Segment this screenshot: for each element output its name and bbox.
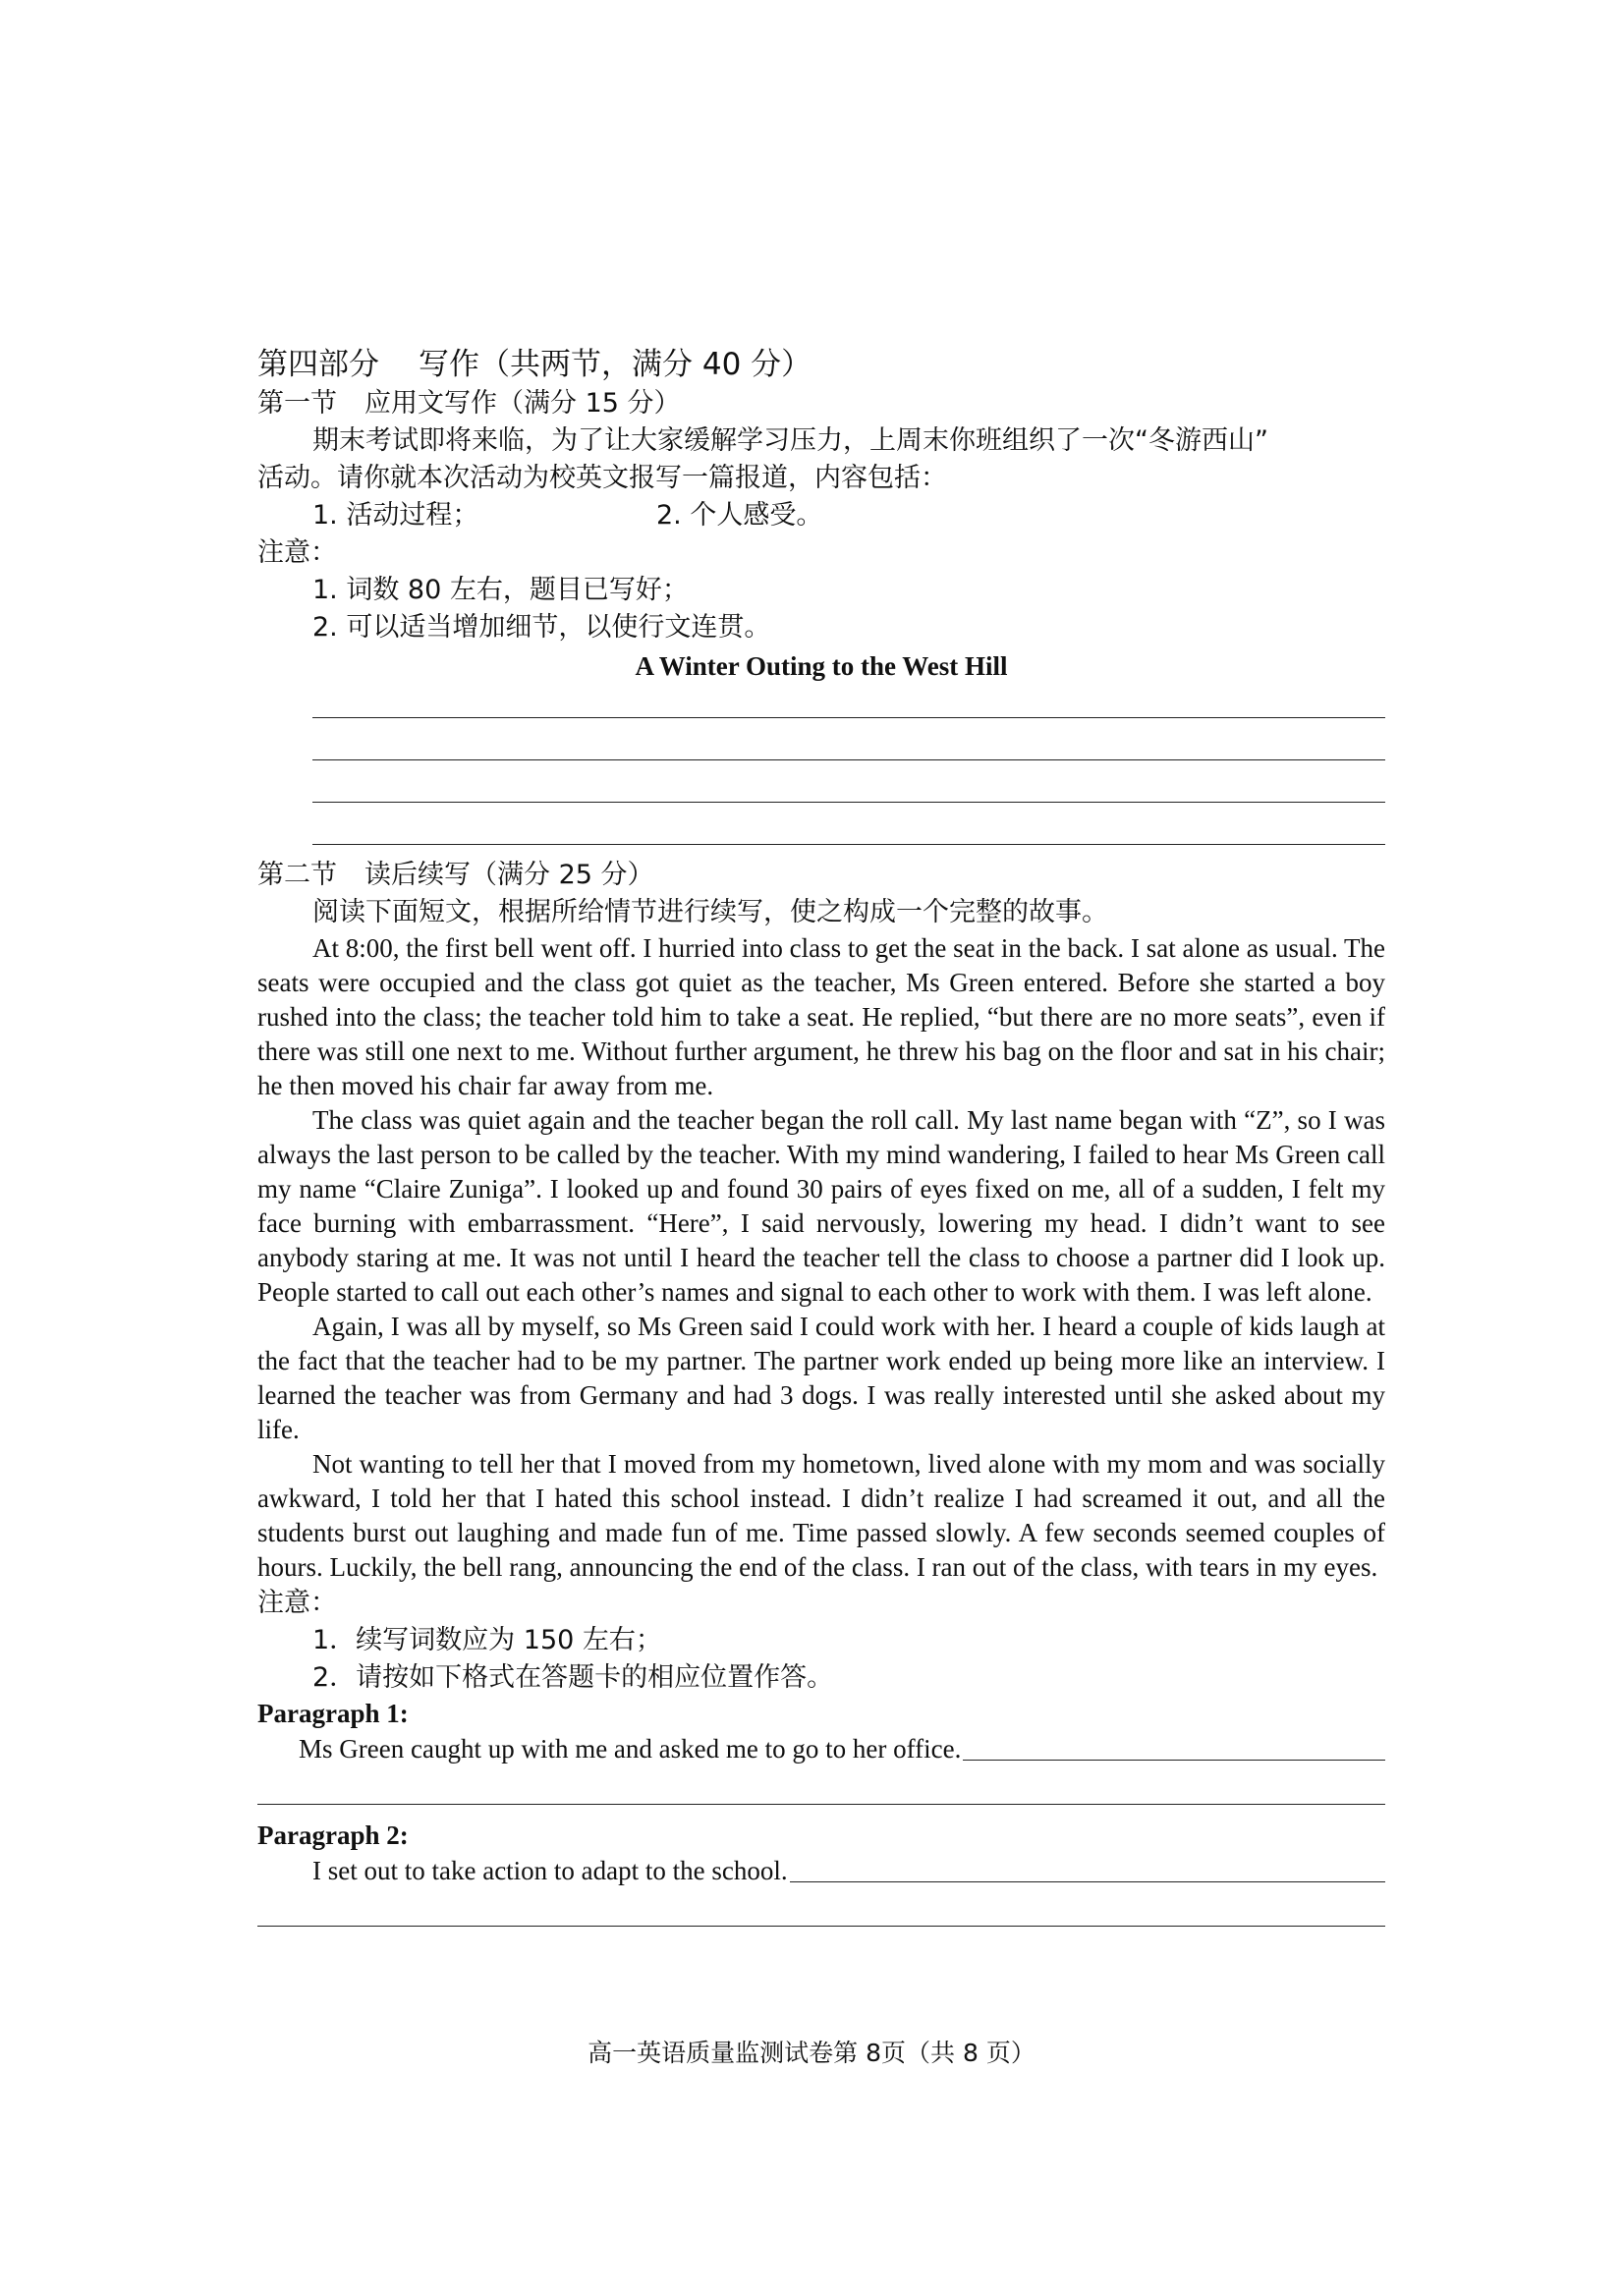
section1-heading-title: 应用文写作（满分 15 分） (364, 388, 681, 419)
writing-line[interactable] (312, 759, 1385, 760)
part4-heading-label: 第四部分 (257, 347, 379, 382)
part4-heading (257, 344, 1385, 385)
answer-blank[interactable] (963, 1760, 1385, 1761)
paragraph2-answer-line[interactable] (257, 1853, 1385, 1888)
paragraph1-label: Paragraph 1: (257, 1699, 409, 1728)
essay-title: A Winter Outing to the West Hill (635, 651, 1008, 681)
note-item: 2. 可以适当增加细节，以使行文连贯。 (312, 612, 771, 643)
exam-page (257, 344, 1385, 1927)
passage-paragraph: Not wanting to tell her that I moved from my hometown, lived alone with my mom and was socially awkward, I told her that I hated this school instead. I didn’t realize I had screamed it out, and all the students burst out laughing and made fun of me. Time passed slowly. A few seconds seemed couples of hours. Luckily, the bell rang, announcing the end of the class. I ran out of the class, with tears in my eyes. (257, 1449, 1385, 1582)
paragraph1-answer-line[interactable] (257, 1731, 1385, 1766)
section2-instruction: 阅读下面短文，根据所给情节进行续写，使之构成一个完整的故事。 (312, 897, 1108, 927)
section1-heading-label: 第一节 (257, 388, 337, 419)
answer-blank[interactable] (790, 1881, 1385, 1882)
section1-heading (257, 385, 1385, 422)
paragraph1-opening: Ms Green caught up with me and asked me to go to her office. (299, 1734, 962, 1764)
passage-paragraph: The class was quiet again and the teacher began the roll call. My last name began with “Z”, so I was always the last person to be called by the teacher. With my mind wandering, I failed to hear Ms Green call my name “Claire Zuniga”. I looked up and found 30 pairs of eyes fixed on me, all of a sudden, I felt my face burning with embarrassment. “Here”, I said nervously, lowering my head. I didn’t want to see anybody staring at me. It was not until I heard the teacher tell the class to choose a partner did I look up. People started to call out each other’s names and signal to each other to work with them. I was left alone. (257, 1105, 1385, 1307)
page-footer: 高一英语质量监测试卷第 8页（共 8 页） (588, 2039, 1035, 2067)
section1-prompt-line1: 期末考试即将来临，为了让大家缓解学习压力，上周末你班组织了一次“冬游西山” (312, 425, 1268, 456)
note-item: 1. 词数 80 左右，题目已写好； (312, 575, 689, 605)
section2-heading-title: 读后续写（满分 25 分） (364, 860, 654, 890)
section2-note-item: 1．续写词数应为 150 左右； (312, 1625, 662, 1655)
writing-lines[interactable] (257, 717, 1385, 845)
section1-prompt-line2: 活动。请你就本次活动为校英文报写一篇报道，内容包括： (257, 463, 947, 493)
content-item: 2. 个人感受。 (656, 500, 823, 531)
content-item: 1. 活动过程； (312, 500, 479, 531)
passage-paragraph: Again, I was all by myself, so Ms Green said I could work with her. I heard a couple of kids laugh at the fact that the teacher had to be my partner. The partner work ended up being more like an interview. I learned the teacher was from Germany and had 3 dogs. I was really interested until she asked about my life. (257, 1312, 1385, 1444)
section2-heading (257, 857, 1385, 894)
section2-heading-label: 第二节 (257, 860, 337, 890)
writing-line[interactable] (312, 717, 1385, 718)
paragraph2-label: Paragraph 2: (257, 1820, 409, 1850)
section2-note-item: 2．请按如下格式在答题卡的相应位置作答。 (312, 1662, 834, 1693)
passage-paragraph: At 8:00, the first bell went off. I hurried into class to get the seat in the back. I sat alone as usual. The seats were occupied and the class got quiet as the teacher, Ms Green entered. Before she started a boy rushed into the class; the teacher told him to take a seat. He replied, “but there are no more seats”, even if there was still one next to me. Without further argument, he threw his bag on the floor and sat in his chair; he then moved his chair far away from me. (257, 933, 1385, 1100)
answer-line[interactable] (257, 1804, 1385, 1805)
content-items (257, 497, 1385, 534)
writing-line[interactable] (312, 802, 1385, 803)
writing-line[interactable] (312, 844, 1385, 845)
section2-notes-label: 注意： (257, 1588, 337, 1618)
answer-line[interactable] (257, 1926, 1385, 1927)
paragraph2-opening: I set out to take action to adapt to the school. (312, 1856, 788, 1885)
part4-heading-title: 写作（共两节，满分 40 分） (419, 347, 812, 382)
notes-label: 注意： (257, 537, 337, 568)
